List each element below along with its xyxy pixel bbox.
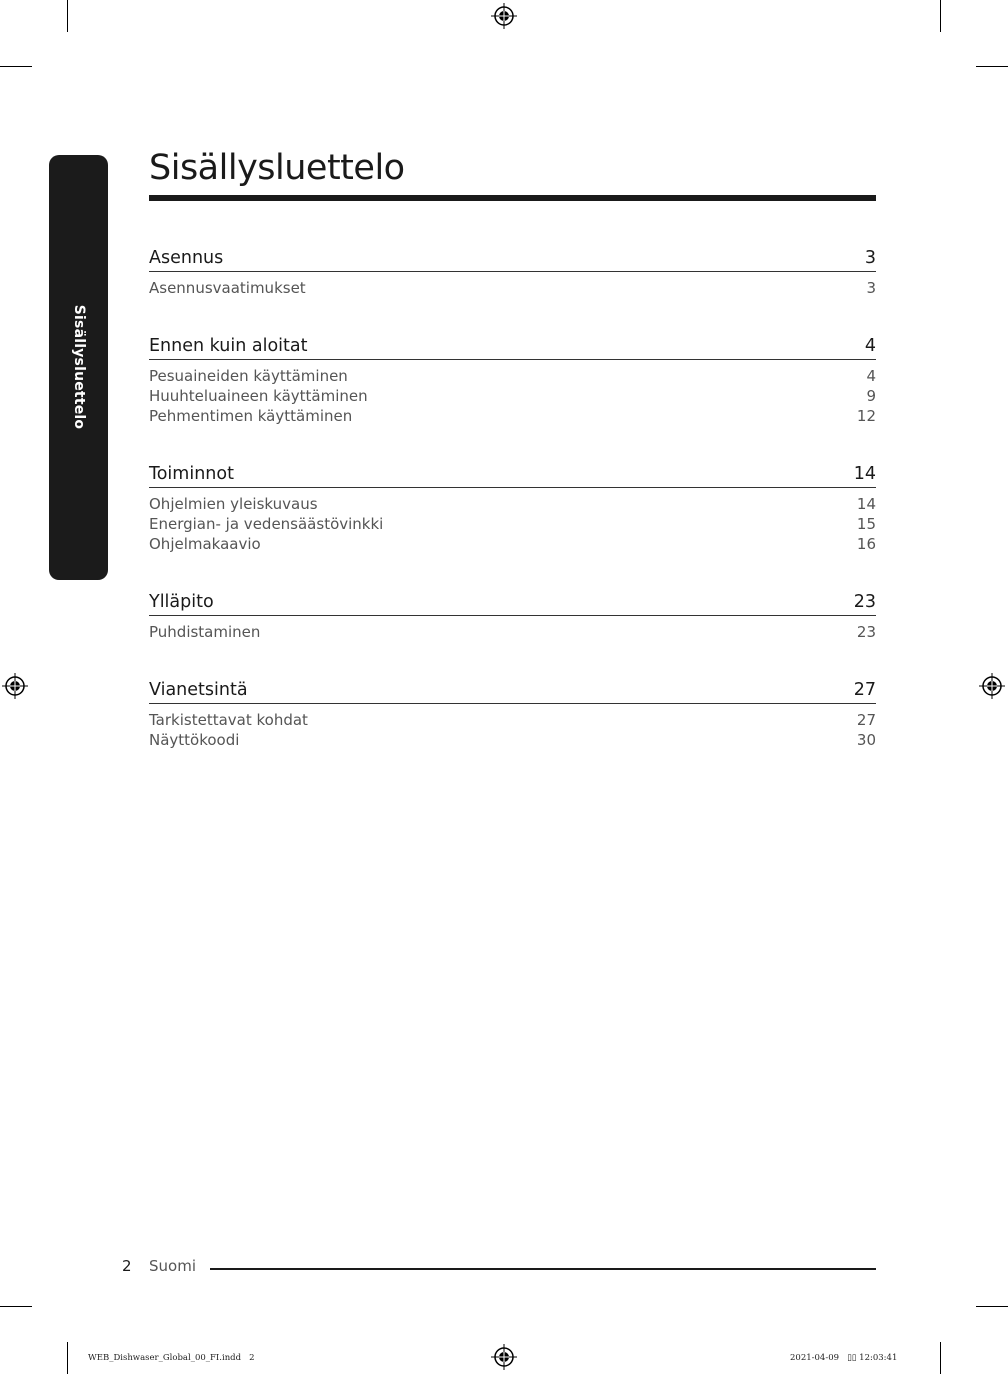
toc-section-page: 4 — [864, 336, 876, 356]
toc-entry[interactable] — [149, 622, 876, 642]
toc-entry[interactable] — [149, 534, 876, 554]
toc-entry-label: Tarkistettavat kohdat — [149, 711, 308, 729]
title-rule — [149, 195, 876, 201]
registration-mark-icon — [491, 1344, 517, 1370]
toc-section-heading[interactable] — [149, 333, 876, 360]
registration-mark-icon — [979, 673, 1005, 699]
crop-mark — [976, 1306, 1008, 1307]
side-tab-label: Sisällysluettelo — [71, 304, 87, 430]
toc-entry[interactable] — [149, 514, 876, 534]
toc-section — [149, 677, 876, 750]
toc-section-title: Vianetsintä — [149, 680, 248, 700]
toc-section-heading[interactable] — [149, 461, 876, 488]
toc-entry-page: 4 — [866, 367, 876, 385]
toc-section-page: 23 — [853, 592, 876, 612]
slug-timestamp: 2021-04-09 ▯▯ 12:03:41 — [790, 1353, 898, 1363]
toc-entry-label: Puhdistaminen — [149, 623, 261, 641]
toc-entry-page: 27 — [856, 711, 876, 729]
slug-filename: WEB_Dishwaser_Global_00_FI.indd 2 — [88, 1353, 255, 1363]
crop-mark — [67, 1342, 68, 1374]
toc-section-title: Ylläpito — [149, 592, 214, 612]
toc-section-heading[interactable] — [149, 589, 876, 616]
toc-entry[interactable] — [149, 406, 876, 426]
toc-section — [149, 461, 876, 554]
toc-entry-label: Pesuaineiden käyttäminen — [149, 367, 348, 385]
toc-entry[interactable] — [149, 494, 876, 514]
footer-language: Suomi — [149, 1257, 196, 1275]
toc-entry-label: Energian- ja vedensäästövinkki — [149, 515, 384, 533]
toc-section-title: Toiminnot — [149, 464, 234, 484]
toc-entry[interactable] — [149, 366, 876, 386]
crop-mark — [940, 0, 941, 32]
crop-mark — [940, 1342, 941, 1374]
toc-section-page: 14 — [853, 464, 876, 484]
toc-entry[interactable] — [149, 386, 876, 406]
toc-entry-page: 30 — [856, 731, 876, 749]
toc-entry[interactable] — [149, 278, 876, 298]
toc-entry-page: 16 — [856, 535, 876, 553]
crop-mark — [0, 66, 32, 67]
toc-entry-label: Näyttökoodi — [149, 731, 240, 749]
crop-mark — [0, 1306, 32, 1307]
toc-section-page: 27 — [853, 680, 876, 700]
toc-section-title: Asennus — [149, 248, 224, 268]
page-title: Sisällysluettelo — [149, 148, 405, 188]
toc-entry-label: Ohjelmakaavio — [149, 535, 261, 553]
toc-entry-page: 12 — [856, 407, 876, 425]
toc-entry-label: Pehmentimen käyttäminen — [149, 407, 353, 425]
toc-entry-label: Ohjelmien yleiskuvaus — [149, 495, 318, 513]
toc-section — [149, 589, 876, 642]
toc-entry[interactable] — [149, 710, 876, 730]
toc-entry-label: Asennusvaatimukset — [149, 279, 306, 297]
footer-rule — [210, 1268, 876, 1270]
toc-entry-page: 23 — [856, 623, 876, 641]
toc-section-title: Ennen kuin aloitat — [149, 336, 308, 356]
registration-mark-icon — [2, 673, 28, 699]
toc-entry-page: 14 — [856, 495, 876, 513]
toc-section — [149, 333, 876, 426]
toc-section-heading[interactable] — [149, 677, 876, 704]
registration-mark-icon — [491, 3, 517, 29]
toc-section — [149, 245, 876, 298]
toc-section-page: 3 — [864, 248, 876, 268]
crop-mark — [67, 0, 68, 32]
toc-entry-page: 3 — [866, 279, 876, 297]
crop-mark — [976, 66, 1008, 67]
toc-entry[interactable] — [149, 730, 876, 750]
toc-section-heading[interactable] — [149, 245, 876, 272]
toc-entry-page: 9 — [866, 387, 876, 405]
toc-entry-page: 15 — [856, 515, 876, 533]
footer-page-number: 2 — [122, 1257, 132, 1275]
toc-entry-label: Huuhteluaineen käyttäminen — [149, 387, 368, 405]
table-of-contents — [149, 245, 876, 785]
